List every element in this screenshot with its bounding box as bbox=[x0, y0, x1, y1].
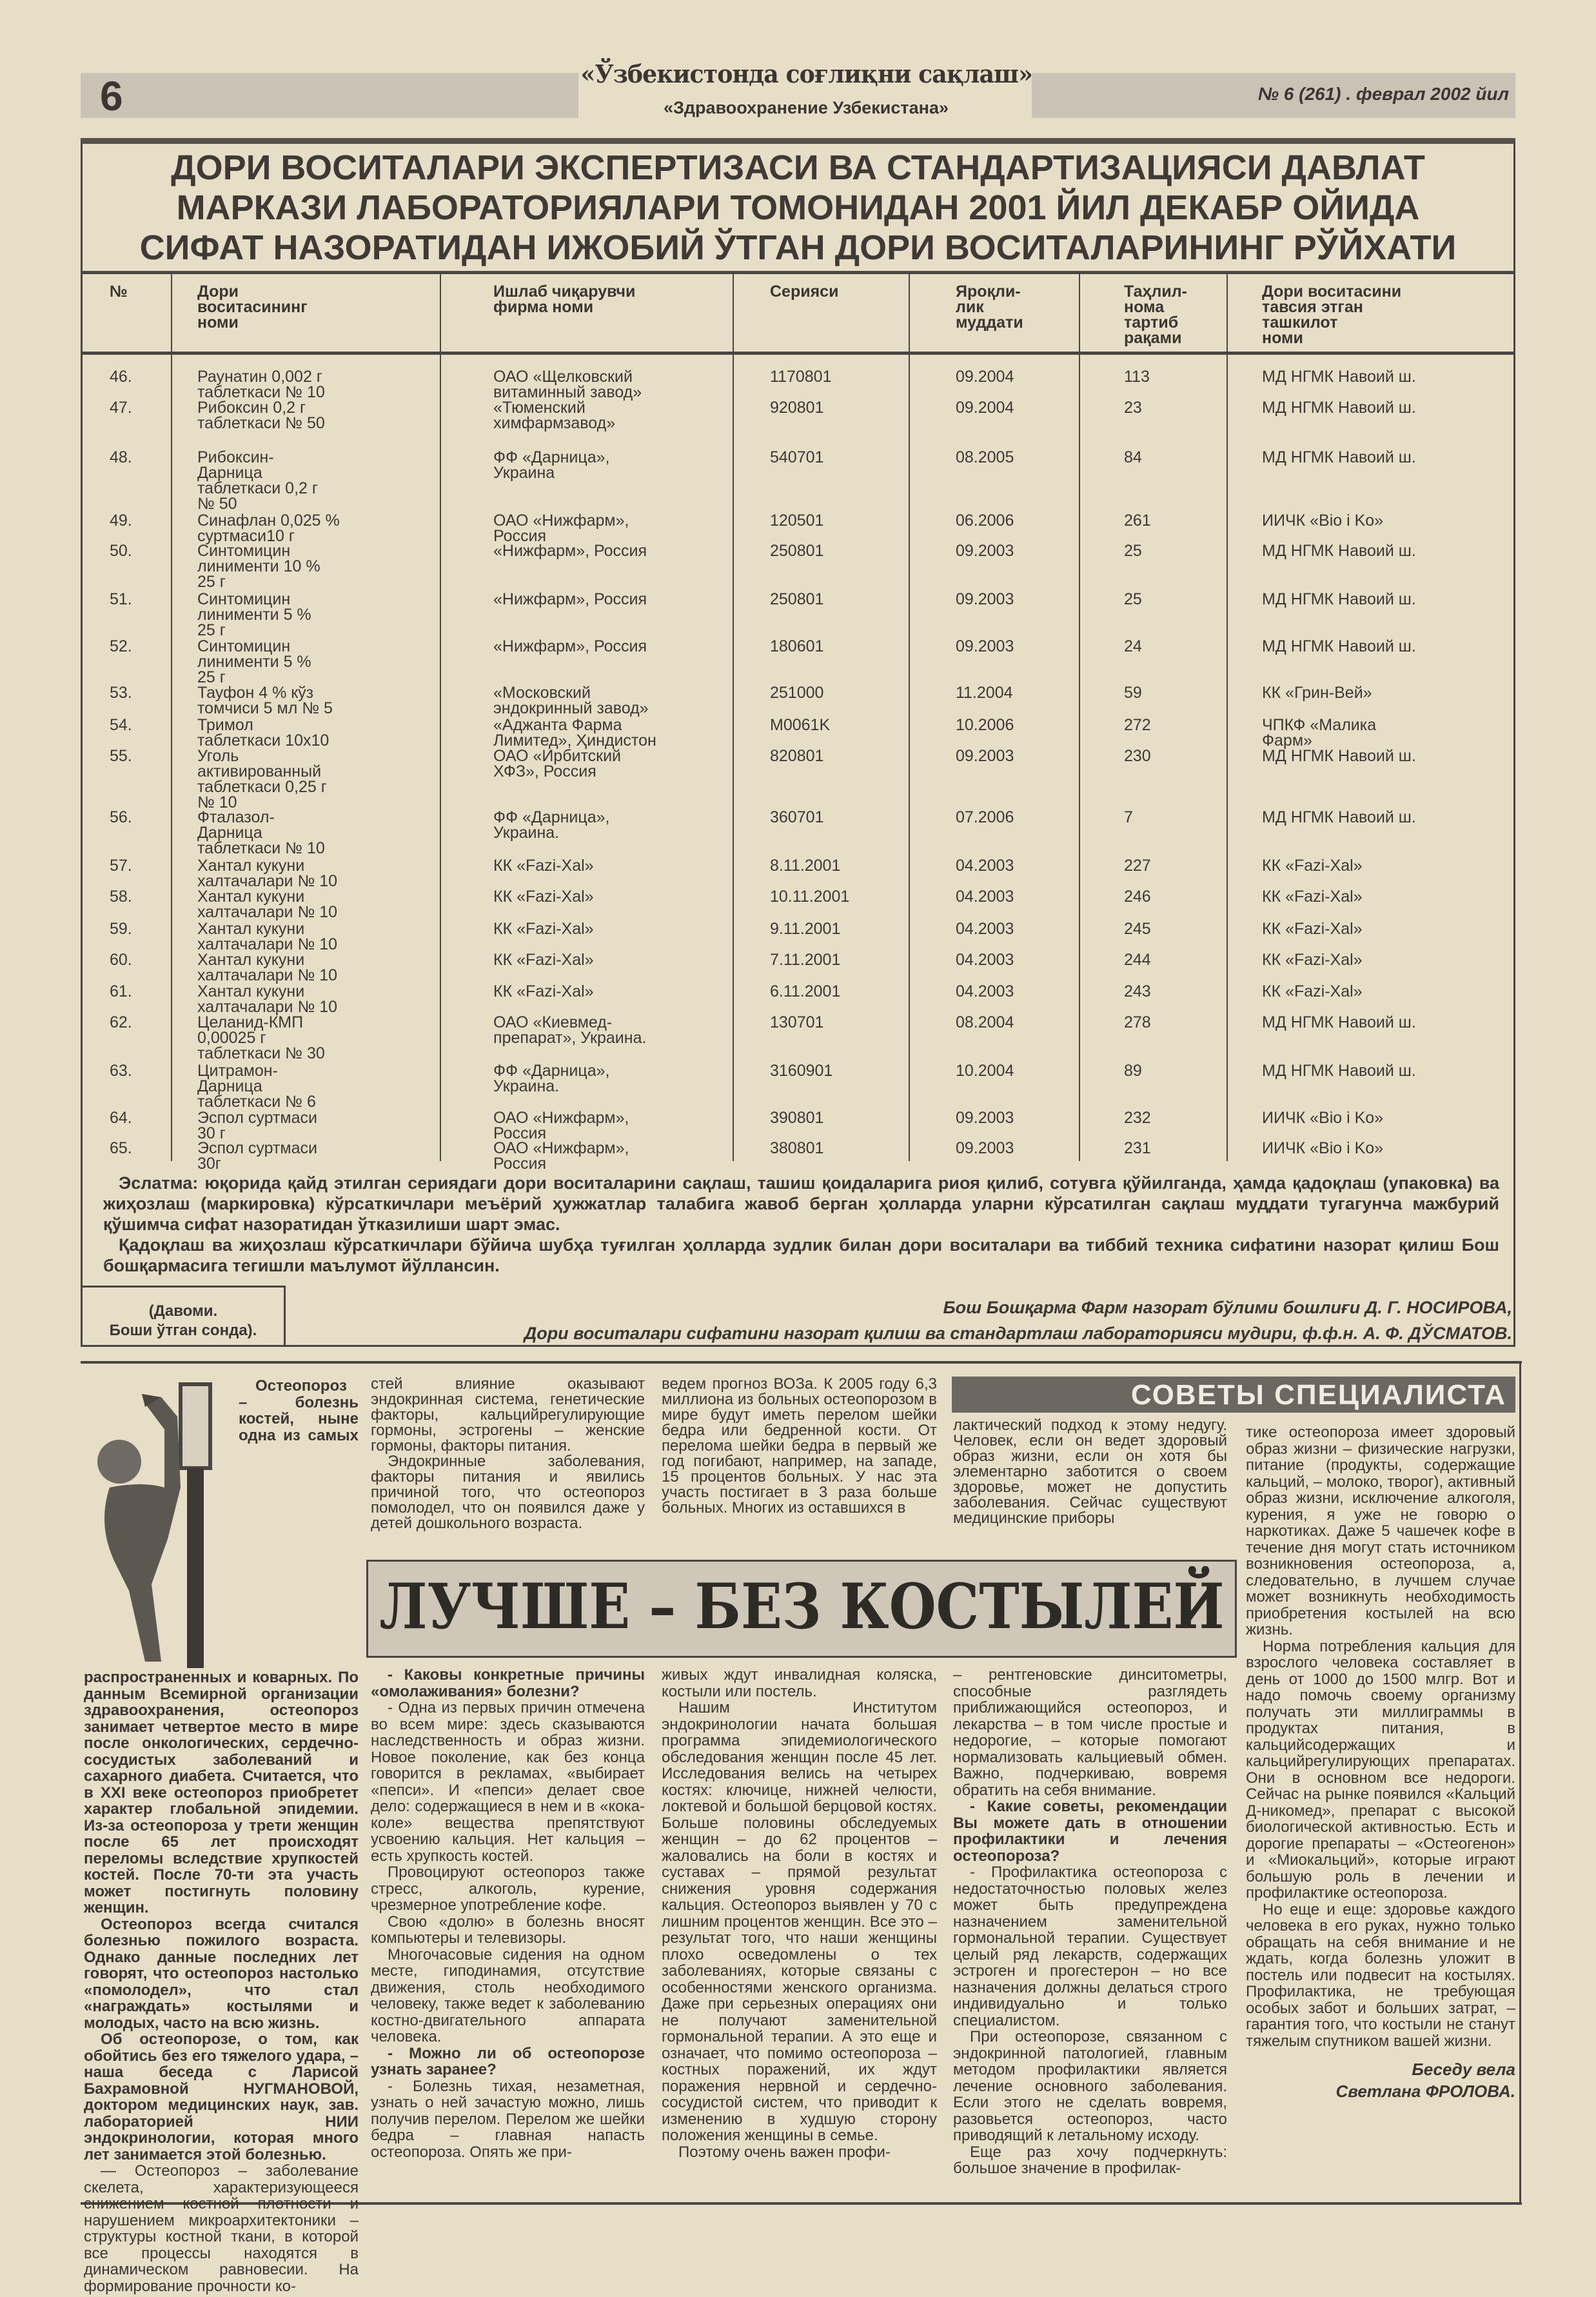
article-paragraph: При остеопорозе, связанном с эндокринной патологией, главным методом профилактики является лечение основного заболевания. Если этого не сделать вовремя, разовьется остеопороз, часто приводящий к летальному исходу. bbox=[953, 2028, 1227, 2144]
analysis-number: 24 bbox=[1124, 637, 1142, 655]
article-paragraph: Эндокринные заболевания, факторы питания и явились причиной того, что остеопороз помолодел, что он появился даже у детей дошкольного возраста. bbox=[371, 1453, 645, 1532]
drug-name: Хантал кукуни халтачалари № 10 bbox=[197, 857, 338, 890]
article-column-2-bottom bbox=[371, 1667, 645, 2160]
row-number: 57. bbox=[110, 857, 132, 875]
recommending-org: МД НГМК Навоий ш. bbox=[1262, 808, 1416, 826]
row-number: 60. bbox=[110, 951, 132, 969]
table-column-divider bbox=[440, 271, 441, 1161]
drug-name: Синафлан 0,025 % суртмаси10 г bbox=[197, 512, 340, 545]
analysis-number: 245 bbox=[1124, 920, 1151, 938]
article-paragraph: Нашим Институтом эндокринологии начата большая программа эпидемиологического обследования женщин после 45 лет. Исследования велись на четырех костях: ключице, нижней челюсти, локтевой и большой берцовой костях. Больше половины обследуемых женщин – до 62 процентов – жаловались на боли в костях и суставах – прямой результат снижения уровня содержания кальция. Остеопороз выявлен у 70 с лишним процентов женщин. Все это – результат того, что наши женщины плохо осведомлены о тех заболеваниях, которые связаны с особенностями женского организма. Даже при серьезных операциях они не получают заменительной гормональной терапии. А это еще и означает, что помимо остеопороза – костных поражений, их ждут поражения нервной и сердечно-сосудистой систем, что приводит к изменению в худшую сторону положения женщины в семье. bbox=[662, 1699, 937, 2144]
expiry-date: 09.2003 bbox=[956, 747, 1014, 765]
recommending-org: МД НГМК Навоий ш. bbox=[1262, 1062, 1416, 1080]
analysis-number: 231 bbox=[1124, 1139, 1151, 1157]
expiry-date: 09.2004 bbox=[956, 399, 1014, 417]
drug-name: Цитрамон- Дарница таблеткаси № 6 bbox=[197, 1062, 316, 1111]
series: M0061K bbox=[770, 716, 831, 734]
manufacturer: ФФ «Дарница», Украина bbox=[493, 448, 610, 482]
series: 251000 bbox=[770, 684, 824, 702]
drug-name: Хантал кукуни халтачалари № 10 bbox=[197, 982, 338, 1016]
drug-name: Эспол суртмаси 30 г bbox=[197, 1109, 317, 1142]
manufacturer: ОАО «Нижфарм», Россия bbox=[493, 1139, 629, 1173]
row-number: 56. bbox=[110, 808, 132, 826]
recommending-org: ИИЧК «Bio i Ko» bbox=[1262, 1139, 1384, 1157]
series: 250801 bbox=[770, 590, 824, 608]
analysis-number: 113 bbox=[1124, 368, 1150, 386]
expiry-date: 09.2003 bbox=[956, 590, 1014, 608]
analysis-number: 243 bbox=[1124, 982, 1151, 1000]
newspaper-title bbox=[580, 59, 1032, 88]
article-bold-paragraph: Остеопороз – болезнь костей, ныне одна из самых распространенных и коварных. По данным Всемирной организации здравоохранения, остеопороз занимает четвертое место в мире после онкологических, сердечно-сосудистых заболеваний и сахарного диабета. Считается, что в XXI веке остеопороз приобретет характер глобальной эпидемии. Из-за остеопороза у трети женщин после 65 лет происходят переломы вследствие хрупкостей костей. После 70-ти эта участь может постигнуть половину женщин. bbox=[84, 1377, 359, 1916]
expiry-date: 09.2003 bbox=[956, 1109, 1014, 1127]
article-paragraph: - Одна из первых причин отмечена во всем мире: здесь сказываются наследственность и образ жизни. Новое поколение, как без конца говорится в рекламах, «выбирает «пепси». И «пепси» делает свое дело: содержащиеся в нем и в «кока-коле» вещества препятствуют усвоению кальция. Нет кальция – есть хрупкость костей. bbox=[371, 1699, 645, 1865]
manufacturer: КК «Fazi-Xal» bbox=[493, 888, 594, 906]
article-top-rule bbox=[81, 1361, 1522, 1364]
recommending-org: МД НГМК Навоий ш. bbox=[1262, 399, 1416, 417]
analysis-number: 227 bbox=[1124, 857, 1151, 875]
header-analysis-number: Таҳлил- нома тартиб рақами bbox=[1124, 283, 1187, 347]
drug-name: Хантал кукуни халтачалари № 10 bbox=[197, 951, 338, 984]
header-manufacturer: Ишлаб чиқарувчи фирма номи bbox=[493, 283, 636, 316]
series: 180601 bbox=[770, 637, 824, 655]
expiry-date: 09.2003 bbox=[956, 542, 1014, 560]
article-paragraph: ведем прогноз ВОЗа. К 2005 году 6,3 миллиона из больных остеопорозом в мире будут иметь перелом шейки бедра или бедренной кости. От перелома шейки бедра в первый же год погибают, например, на западе, 15 процентов больных. У нас эта участь постигает в 3 раза больше больных. Многих из оставшихся в bbox=[662, 1375, 937, 1516]
analysis-number: 25 bbox=[1124, 590, 1142, 608]
row-number: 51. bbox=[110, 590, 132, 608]
header-expiry: Яроқли- лик муддати bbox=[956, 283, 1023, 332]
analysis-number: 232 bbox=[1124, 1109, 1151, 1127]
article-paragraph: Провоцируют остеопороз также стресс, алкоголь, курение, чрезмерное употребление кофе. bbox=[371, 1864, 645, 1914]
manufacturer: ФФ «Дарница», Украина. bbox=[493, 808, 610, 842]
header-drug-name: Дори воситасининг номи bbox=[197, 283, 308, 332]
recommending-org: МД НГМК Навоий ш. bbox=[1262, 542, 1416, 560]
manufacturer: КК «Fazi-Xal» bbox=[493, 857, 594, 875]
expiry-date: 09.2003 bbox=[956, 637, 1014, 655]
note-paragraph: Қадоқлаш ва жиҳозлаш кўрсаткичлари бўйича шубҳа туғилган ҳолларда зудлик билан дори воситалари ва тиббий техника сифатини назорат қилиш Бош бошқармасига тегишли маълумот йўллансин. bbox=[103, 1235, 1499, 1275]
article-paragraph: Норма потребления кальция для взрослого человека составляет в день от 1000 до 1500 млгр. Вот и надо помочь своему организму получать эти миллиграммы в продуктах питания, в кальцийсодержащих и кальцийрегулирующих препаратах. Они в основном все недороги. Сейчас на рынке появился «Кальций Д-никомед», препарат с высокой биологической активностью. Есть и дорогие препараты – «Остеогенон» и «Миокальций», которые играют большую роль в лечении и профилактике остеопороза. bbox=[1246, 1637, 1515, 1902]
continued-note: (Давоми. Боши ўтган сонда). bbox=[109, 1302, 257, 1339]
article-paragraph: живых ждут инвалидная коляска, костыли или постель. bbox=[662, 1666, 937, 1700]
newspaper-title-text: «Ўзбекистонда соғлиқни сақлаш» bbox=[580, 59, 1032, 88]
manufacturer: «Московский эндокринный завод» bbox=[493, 684, 649, 717]
rubric-title: СОВЕТЫ СПЕЦИАЛИСТА bbox=[1130, 1379, 1506, 1411]
header-recommending-org: Дори воситасини тавсия этган ташкилот номи bbox=[1262, 283, 1402, 347]
expiry-date: 04.2003 bbox=[956, 982, 1014, 1000]
recommending-org: ИИЧК «Bio i Ko» bbox=[1262, 512, 1384, 530]
header-series: Серияси bbox=[770, 283, 839, 301]
expiry-date: 08.2004 bbox=[956, 1013, 1014, 1031]
analysis-number: 89 bbox=[1124, 1062, 1142, 1080]
series: 120501 bbox=[770, 512, 824, 530]
analysis-number: 25 bbox=[1124, 542, 1142, 560]
manufacturer: КК «Fazi-Xal» bbox=[493, 951, 594, 969]
table-column-divider bbox=[733, 271, 734, 1161]
article-column-4-bottom bbox=[953, 1667, 1227, 2177]
article-paragraph: лактический подход к этому недугу. Человек, если он ведет здоровый образ жизни, если он хотя бы элементарно заботится о своем здоровье, может не допустить заболевания. Сейчас существуют медицинские приборы bbox=[953, 1417, 1227, 1527]
series: 920801 bbox=[770, 399, 824, 417]
table-title-line-1 bbox=[87, 148, 1509, 187]
manufacturer: ОАО «Нижфарм», Россия bbox=[493, 512, 629, 545]
series: 360701 bbox=[770, 808, 824, 826]
manufacturer: ОАО «Щелковский витаминный завод» bbox=[493, 368, 642, 401]
table-title-line-3 bbox=[87, 228, 1509, 267]
manufacturer: «Нижфарм», Россия bbox=[493, 542, 647, 560]
byline-name: Светлана ФРОЛОВА. bbox=[1335, 2082, 1515, 2101]
expiry-date: 10.2006 bbox=[956, 716, 1014, 734]
article-column-5 bbox=[1246, 1424, 1515, 2102]
expiry-date: 06.2006 bbox=[956, 512, 1014, 530]
series: 9.11.2001 bbox=[770, 920, 841, 938]
manufacturer: «Аджанта Фарма Лимитед», Ҳиндистон bbox=[493, 716, 656, 750]
analysis-number: 230 bbox=[1124, 747, 1151, 765]
manufacturer: ОАО «Ирбитский ХФЗ», Россия bbox=[493, 747, 622, 781]
drug-name: Синтомицин линименти 5 % 25 г bbox=[197, 637, 311, 686]
table-title-line-2 bbox=[87, 188, 1509, 227]
recommending-org: КК «Fazi-Xal» bbox=[1262, 857, 1363, 875]
drug-name: Тримол таблеткаси 10х10 bbox=[197, 716, 330, 750]
article-bold-paragraph: - Какие советы, рекомендации Вы можете дать в отношении профилактики и лечения остеопороза? bbox=[953, 1798, 1227, 1865]
series: 390801 bbox=[770, 1109, 824, 1127]
recommending-org: МД НГМК Навоий ш. bbox=[1262, 590, 1416, 608]
series: 6.11.2001 bbox=[770, 982, 841, 1000]
drug-name: Тауфон 4 % кўз томчиси 5 мл № 5 bbox=[197, 684, 333, 717]
recommending-org: МД НГМК Навоий ш. bbox=[1262, 747, 1416, 765]
table-title-text: ДОРИ ВОСИТАЛАРИ ЭКСПЕРТИЗАСИ ВА СТАНДАРТИЗАЦИЯСИ ДАВЛАТ bbox=[171, 148, 1425, 187]
expiry-date: 04.2003 bbox=[956, 857, 1014, 875]
recommending-org: КК «Fazi-Xal» bbox=[1262, 982, 1363, 1000]
article-bold-paragraph: - Каковы конкретные причины «омолаживания» болезни? bbox=[371, 1666, 645, 1700]
recommending-org: ИИЧК «Bio i Ko» bbox=[1262, 1109, 1384, 1127]
analysis-number: 7 bbox=[1124, 808, 1133, 826]
expiry-date: 11.2004 bbox=[956, 684, 1013, 702]
recommending-org: ЧПКФ «Малика Фарм» bbox=[1262, 716, 1377, 750]
series: 820801 bbox=[770, 747, 824, 765]
drug-name: Хантал кукуни халтачалари № 10 bbox=[197, 920, 338, 953]
expiry-date: 04.2003 bbox=[956, 920, 1014, 938]
article-paragraph: тике остеопороза имеет здоровый образ жизни – физические нагрузки, питание (продукты, содержащие кальций, – молоко, творог), активный образ жизни, исключение алкоголя, курения, я уже не говорю о наркотиках. Даже 5 чашечек кофе в течение дня могут стать источником возникновения остеопороза, а, следовательно, в лучшем случае может возникнуть необходимость приобретения костылей на всю жизнь. bbox=[1246, 1424, 1515, 1638]
table-column-divider bbox=[1227, 271, 1228, 1161]
signature-dusmatov: Дори воситалари сифатини назорат қилиш ва стандартлаш лабораторияси мудири, ф.ф.н. А. Ф. ДЎСМАТОВ. bbox=[524, 1324, 1512, 1343]
table-title-text: МАРКАЗИ ЛАБОРАТОРИЯЛАРИ ТОМОНИДАН 2001 ЙИЛ ДЕКАБР ОЙИДА bbox=[176, 188, 1420, 227]
series: 10.11.2001 bbox=[770, 888, 850, 906]
signature-nosirova: Бош Бошқарма Фарм назорат бўлими бошлиғи Д. Г. НОСИРОВА, bbox=[943, 1298, 1512, 1317]
drug-name: Хантал кукуни халтачалари № 10 bbox=[197, 888, 338, 921]
row-number: 61. bbox=[110, 982, 132, 1000]
recommending-org: КК «Грин-Вей» bbox=[1262, 684, 1372, 702]
row-number: 59. bbox=[110, 920, 132, 938]
series: 8.11.2001 bbox=[770, 857, 841, 875]
row-number: 50. bbox=[110, 542, 132, 560]
recommending-org: МД НГМК Навоий ш. bbox=[1262, 368, 1416, 386]
table-column-divider bbox=[909, 271, 910, 1161]
manufacturer: ФФ «Дарница», Украина. bbox=[493, 1062, 610, 1095]
article-column-2-top bbox=[371, 1377, 645, 1531]
drug-name: Целанид-КМП 0,00025 г таблеткаси № 30 bbox=[197, 1013, 325, 1062]
newspaper-subtitle bbox=[580, 98, 1032, 118]
row-number: 54. bbox=[110, 716, 132, 734]
article-paragraph: – рентгеновские динситометры, способные разглядеть приближающийся остеопороз, и лекарства – в том числе простые и недорогие, – которые помогают нормализовать кальциевый обмен. Важно, подчеркиваю, вовремя обратить на себя внимание. bbox=[953, 1666, 1227, 1799]
recommending-org: КК «Fazi-Xal» bbox=[1262, 951, 1363, 969]
newspaper-subtitle-text: «Здравоохранение Узбекистана» bbox=[663, 98, 949, 117]
series: 250801 bbox=[770, 542, 824, 560]
article-headline bbox=[379, 1571, 1224, 1642]
analysis-number: 261 bbox=[1124, 512, 1151, 530]
drug-name: Рибоксин- Дарница таблеткаси 0,2 г № 50 bbox=[197, 448, 318, 513]
row-number: 49. bbox=[110, 512, 132, 530]
row-number: 64. bbox=[110, 1109, 132, 1127]
analysis-number: 59 bbox=[1124, 684, 1142, 702]
drug-name: Уголь активированный таблеткаси 0,25 г № 10 bbox=[197, 747, 327, 811]
article-column-1 bbox=[84, 1378, 359, 2294]
recommending-org: МД НГМК Навоий ш. bbox=[1262, 637, 1416, 655]
analysis-number: 244 bbox=[1124, 951, 1151, 969]
drug-name: Синтомицин линименти 5 % 25 г bbox=[197, 590, 311, 639]
expiry-date: 07.2006 bbox=[956, 808, 1014, 826]
article-column-4-top bbox=[953, 1418, 1227, 1526]
table-title-text: СИФАТ НАЗОРАТИДАН ИЖОБИЙ ЎТГАН ДОРИ ВОСИТАЛАРИНИНГ РЎЙХАТИ bbox=[139, 228, 1457, 267]
article-paragraph: - Болезнь тихая, незаметная, узнать о ней зачастую можно, лишь получив перелом. Перелом же шейки бедра – главная напасть остеопороза. Опять же при- bbox=[371, 2077, 645, 2161]
series: 7.11.2001 bbox=[770, 951, 841, 969]
analysis-number: 246 bbox=[1124, 888, 1151, 906]
byline bbox=[1246, 2058, 1515, 2102]
row-number: 52. bbox=[110, 637, 132, 655]
row-number: 47. bbox=[110, 399, 132, 417]
article-paragraph: Еще раз хочу подчеркнуть: большое значение в профилак- bbox=[953, 2143, 1227, 2177]
header-bar-left bbox=[81, 73, 578, 118]
expiry-date: 08.2005 bbox=[956, 448, 1014, 466]
recommending-org: МД НГМК Навоий ш. bbox=[1262, 1013, 1416, 1031]
article-bold-paragraph: Остеопороз всегда считался болезнью пожилого возраста. Однако данные последних лет говорят, что остеопороз настолько «помолодел», что стал «награждать» костылями и молодых, часто на всю жизнь. bbox=[84, 1915, 359, 2032]
row-number: 58. bbox=[110, 888, 132, 906]
expiry-date: 04.2003 bbox=[956, 888, 1014, 906]
article-bold-paragraph: Об остеопорозе, о том, как обойтись без его тяжелого удара, – наша беседа с Ларисой Бахрамовной НУГМАНОВОЙ, доктором медицинских наук, зав. лабораторией НИИ эндокринологии, которая много лет занимается этой болезнью. bbox=[84, 2031, 359, 2163]
series: 380801 bbox=[770, 1139, 824, 1157]
manufacturer: ОАО «Киевмед- препарат», Украина. bbox=[493, 1013, 647, 1047]
series: 1170801 bbox=[770, 368, 832, 386]
row-number: 48. bbox=[110, 448, 132, 466]
byline-label: Беседу вела bbox=[1412, 2060, 1515, 2079]
drug-name: Эспол суртмаси 30г bbox=[197, 1139, 317, 1173]
article-column-3-bottom bbox=[662, 1667, 937, 2160]
expiry-date: 10.2004 bbox=[956, 1062, 1014, 1080]
manufacturer: ОАО «Нижфарм», Россия bbox=[493, 1109, 629, 1142]
table-note bbox=[103, 1173, 1499, 1276]
drug-name: Фталазол- Дарница таблеткаси № 10 bbox=[197, 808, 325, 857]
article-bold-paragraph: - Можно ли об остеопорозе узнать заранее? bbox=[371, 2044, 645, 2078]
manufacturer: «Нижфарм», Россия bbox=[493, 637, 647, 655]
row-number: 53. bbox=[110, 684, 132, 702]
expiry-date: 09.2004 bbox=[956, 368, 1014, 386]
article-column-3-top bbox=[662, 1377, 937, 1516]
expiry-date: 04.2003 bbox=[956, 951, 1014, 969]
article-paragraph: Свою «долю» в болезнь вносят компьютеры и телевизоры. bbox=[371, 1913, 645, 1947]
article-right-rule bbox=[1519, 1361, 1521, 2203]
issue-date: № 6 (261) . феврал 2002 йил bbox=[1257, 84, 1509, 104]
analysis-number: 84 bbox=[1124, 448, 1142, 466]
drug-name: Синтомицин линименти 10 % 25 г bbox=[197, 542, 320, 591]
row-number: 62. bbox=[110, 1013, 132, 1031]
analysis-number: 23 bbox=[1124, 399, 1142, 417]
row-number: 46. bbox=[110, 368, 132, 386]
expiry-date: 09.2003 bbox=[956, 1139, 1014, 1157]
recommending-org: МД НГМК Навоий ш. bbox=[1262, 448, 1416, 466]
series: 130701 bbox=[770, 1013, 824, 1031]
table-column-divider bbox=[171, 271, 172, 1161]
manufacturer: «Нижфарм», Россия bbox=[493, 590, 647, 608]
article-paragraph: - Профилактика остеопороза с недостаточностью половых желез может быть предупреждена назначением заменительной гормональной терапии. Существует целый ряд лекарств, содержащих эстроген и прогестерон – но все назначения должны делаться строго индивидуально и только специалистом. bbox=[953, 1864, 1227, 2029]
analysis-number: 278 bbox=[1124, 1013, 1151, 1031]
series: 540701 bbox=[770, 448, 824, 466]
article-paragraph: стей влияние оказывают эндокринная система, генетические факторы, кальцийрегулирующие гормоны, эстрогены – женские гормоны, факторы питания. bbox=[371, 1375, 645, 1455]
article-paragraph: Поэтому очень важен профи- bbox=[678, 2143, 891, 2161]
table-header-bottom-rule bbox=[81, 352, 1515, 355]
row-number: 63. bbox=[110, 1062, 132, 1080]
drug-name: Рибоксин 0,2 г таблеткаси № 50 bbox=[197, 399, 325, 432]
page-number: 6 bbox=[100, 73, 123, 119]
recommending-org: КК «Fazi-Xal» bbox=[1262, 920, 1363, 938]
recommending-org: КК «Fazi-Xal» bbox=[1262, 888, 1363, 906]
gymnast-photo bbox=[84, 1378, 233, 1669]
row-number: 55. bbox=[110, 747, 132, 765]
article-paragraph: Многочасовые сидения на одном месте, гиподинамия, отсутствие движения, столь необходимого человеку, также ведет к заболеванию костно-двигательного аппарата человека. bbox=[371, 1945, 645, 2045]
row-number: 65. bbox=[110, 1139, 132, 1157]
analysis-number: 272 bbox=[1124, 716, 1151, 734]
article-paragraph: Но еще и еще: здоровье каждого человека в его руках, нужно только обращать на себя внимание и не ждать, когда болезнь уложит в постель или подвесит на костылях. Профилактика, не требующая особых забот и больших затрат, – гарантия того, что костыли не станут тяжелым спутником вашей жизни. bbox=[1246, 1900, 1515, 2050]
article-paragraph: — Остеопороз – заболевание скелета, характеризующееся снижением костной плотности и нарушением микроархитектоники – структуры костной ткани, в которой все процессы находятся в динамическом равновесии. На формирование прочности ко- bbox=[84, 2162, 359, 2295]
manufacturer: КК «Fazi-Xal» bbox=[493, 920, 594, 938]
table-header-top-rule bbox=[81, 271, 1515, 274]
manufacturer: КК «Fazi-Xal» bbox=[493, 982, 594, 1000]
header-number: № bbox=[110, 283, 128, 301]
series: 3160901 bbox=[770, 1062, 833, 1080]
manufacturer: «Тюменский химфармзавод» bbox=[493, 399, 616, 432]
drug-name: Раунатин 0,002 г таблеткаси № 10 bbox=[197, 368, 325, 401]
note-paragraph: Эслатма: юқорида қайд этилган сериядаги дори воситаларини сақлаш, ташиш қоидаларига риоя қилиб, сотувга қўйилганда, ҳамда қадоқлаш (упаковка) ва жиҳозлаш (маркировка) кўрсаткичлари меъёрий ҳужжатлар талабига жавоб берган ҳолларда уларни кўрсатилган сақлаш муддати тугагунча мажбурий қўшимча сифат назоратидан ўтказилиши шарт эмас. bbox=[103, 1173, 1499, 1234]
table-column-divider bbox=[1079, 271, 1080, 1161]
article-headline-text: ЛУЧШЕ – БЕЗ КОСТЫЛЕЙ bbox=[379, 1570, 1225, 1643]
